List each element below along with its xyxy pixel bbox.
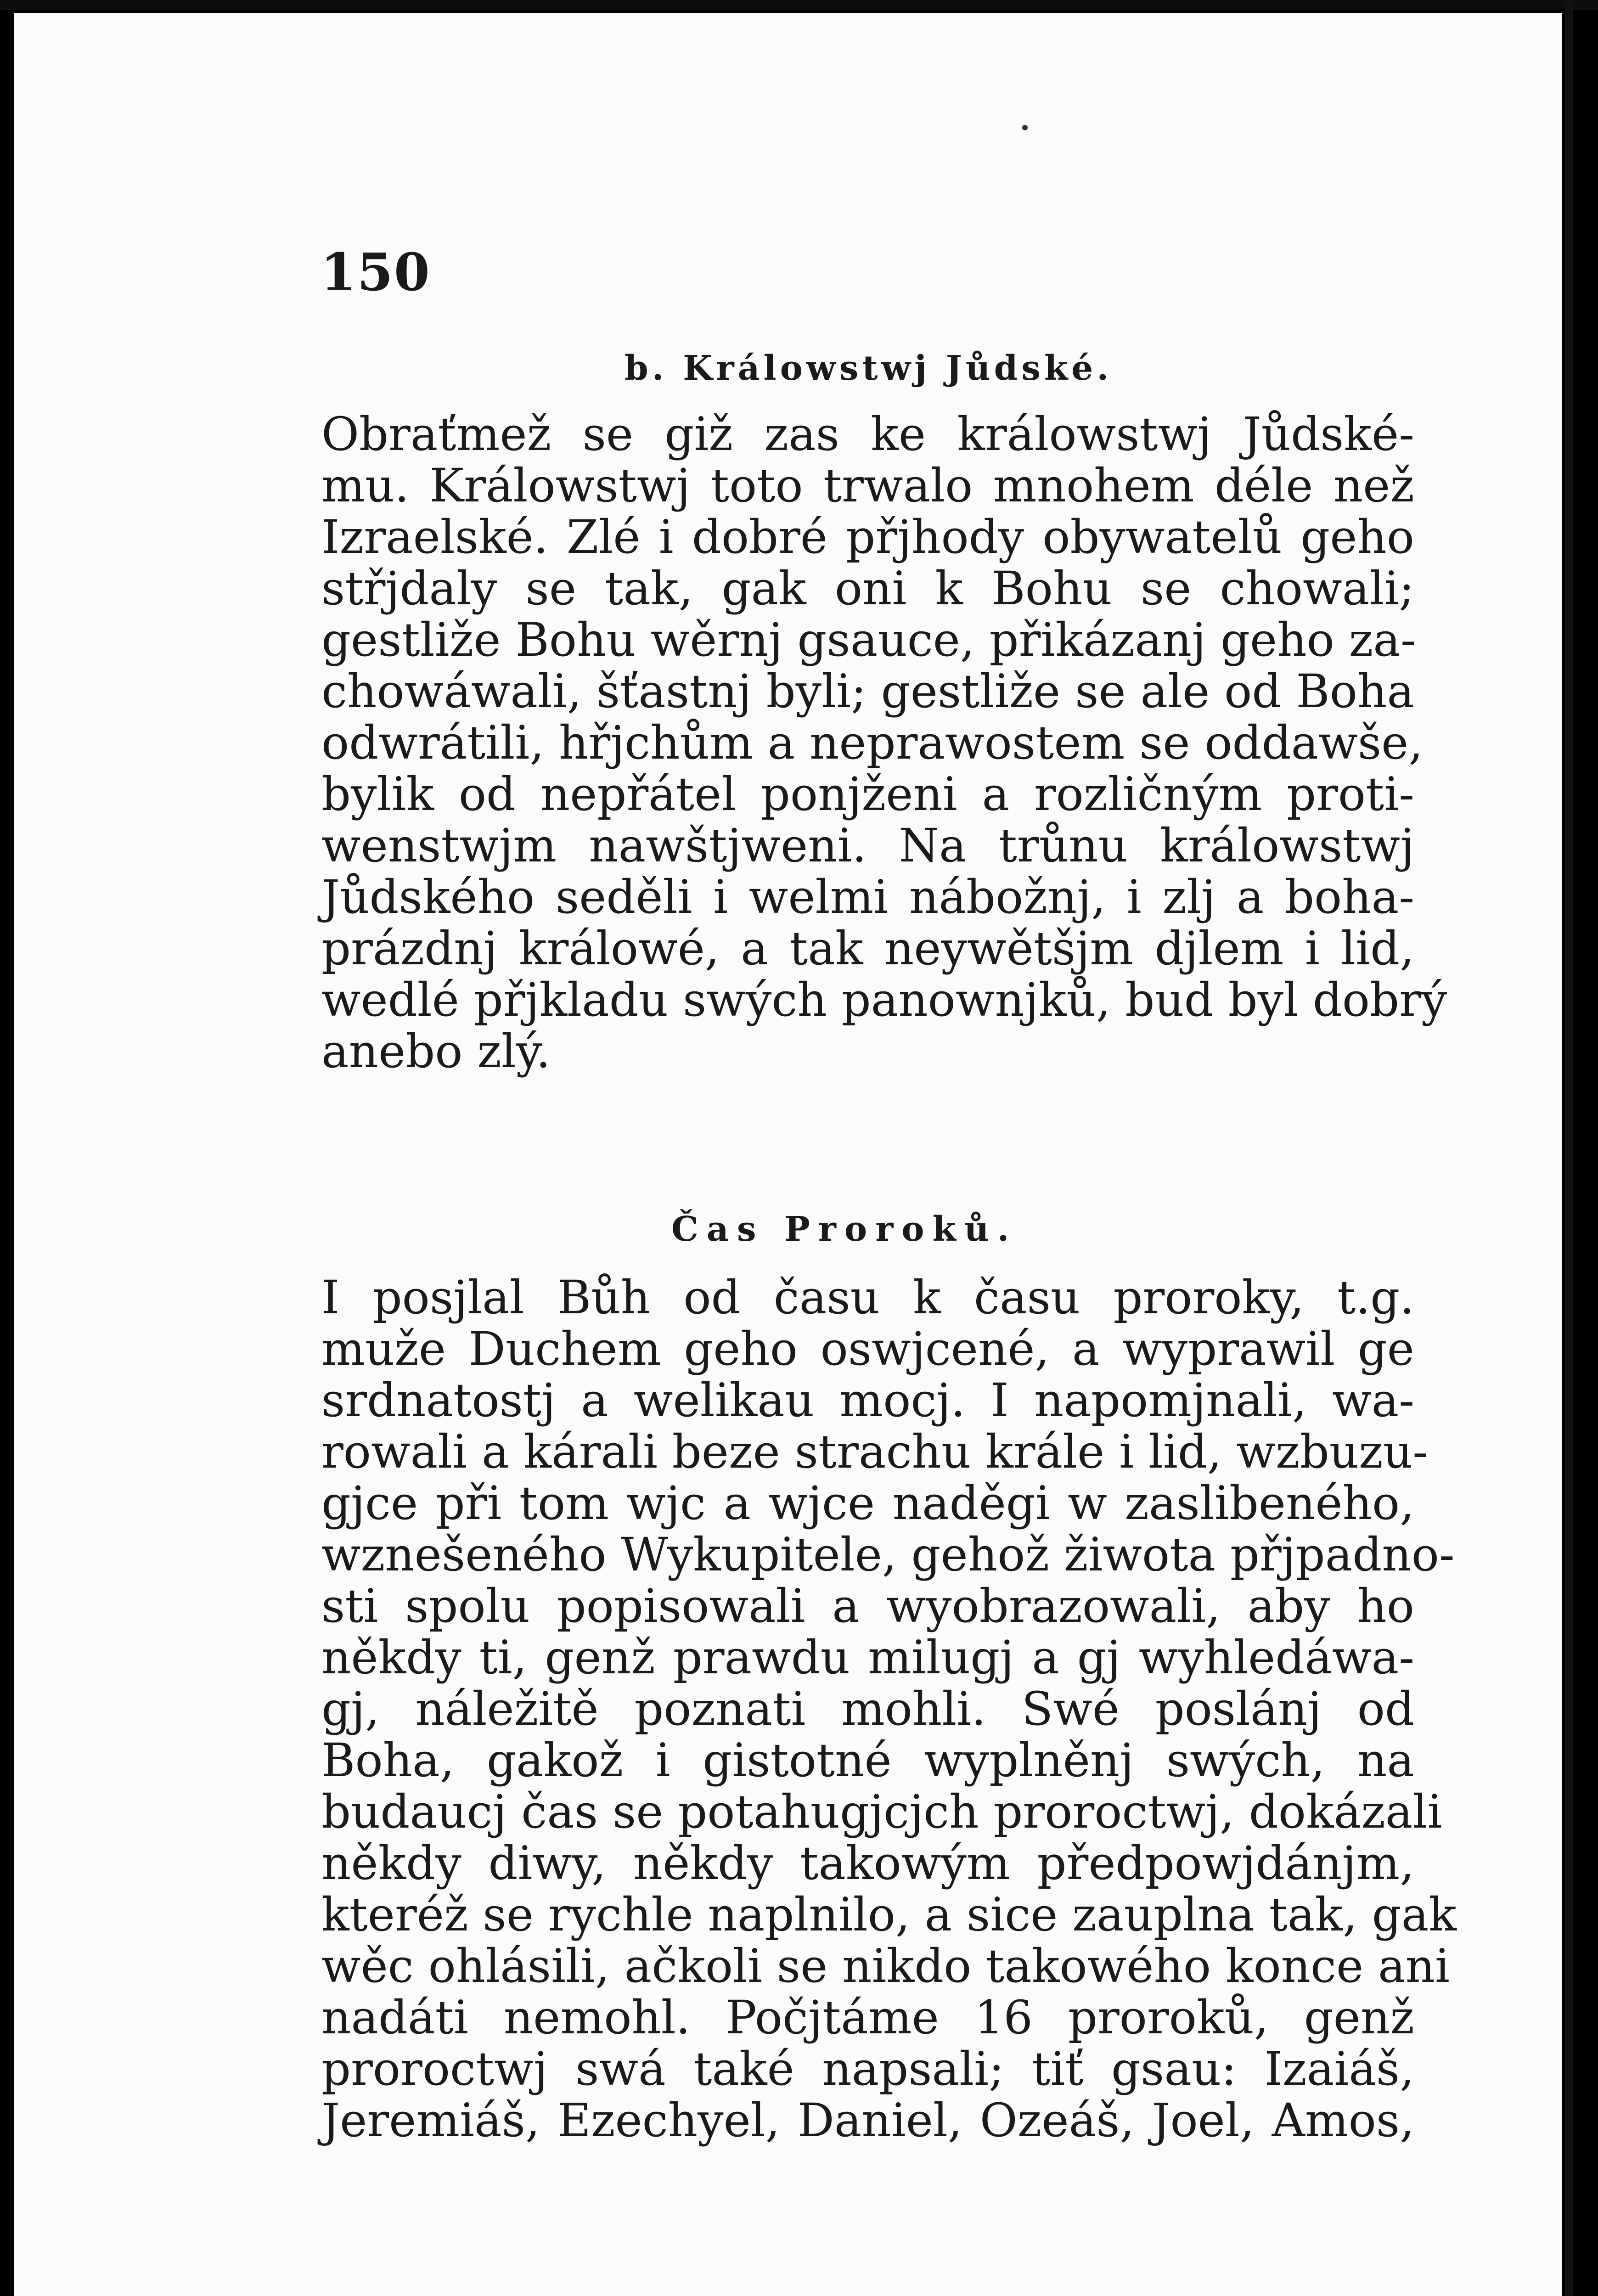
text-line: sti spolu popisowali a wyobrazowali, aby ho xyxy=(321,1579,1414,1633)
text-line: bylik od nepřátel ponjženi a rozličným proti- xyxy=(321,767,1414,821)
ink-speck xyxy=(1022,125,1028,130)
text-line: prázdnj králowé, a tak neywětšjm djlem i lid, xyxy=(321,922,1414,975)
text-line: muže Duchem geho oswjcené, a wyprawil ge xyxy=(321,1322,1414,1376)
text-line: chowáwali, šťastnj byli; gestliže se ale od Boha xyxy=(321,664,1414,718)
text-line: Jeremiáš, Ezechyel, Daniel, Ozeáš, Joel, Amos, xyxy=(321,2093,1414,2147)
text-line: srdnatostj a welikau mocj. I napomjnali, wa- xyxy=(321,1373,1414,1427)
section-heading-2: Čas Proroků. xyxy=(671,1210,1018,1249)
text-line: někdy ti, genž prawdu milugj a gj wyhledáwa- xyxy=(321,1631,1414,1684)
scan-right-border xyxy=(1565,0,1573,2296)
text-line: budaucj čas se potahugjcjch proroctwj, dokázali xyxy=(321,1785,1442,1839)
text-line: gj, náležitě poznati mohli. Swé poslánj od xyxy=(321,1682,1414,1736)
text-line: někdy diwy, někdy takowým předpowjdánjm, xyxy=(321,1836,1414,1890)
text-line: mu. Králowstwj toto trwalo mnohem déle než xyxy=(321,459,1414,512)
text-line: Obraťmež se giž zas ke králowstwj Jůdské- xyxy=(321,407,1414,461)
text-line: kteréž se rychle naplnilo, a sice zauplna tak, gak xyxy=(321,1888,1457,1941)
text-line: wenstwjm nawštjweni. Na trůnu králowstwj xyxy=(321,819,1414,872)
scan-top-border xyxy=(0,0,1598,10)
text-line: odwrátili, hřjchům a neprawostem se oddawše, xyxy=(321,716,1424,770)
text-line: proroctwj swá také napsali; tiť gsau: Izaiáš, xyxy=(321,2042,1414,2096)
paragraph-1 xyxy=(321,407,1447,1078)
text-line: rowali a kárali beze strachu krále i lid, wzbuzu- xyxy=(321,1425,1429,1479)
text-line: nadáti nemohl. Počjtáme 16 proroků, genž xyxy=(321,1991,1414,2044)
text-line: anebo zlý. xyxy=(321,1024,551,1078)
text-line: střjdaly se tak, gak oni k Bohu se chowali; xyxy=(321,562,1414,615)
text-line: gjce při tom wjc a wjce naděgi w zaslibeného, xyxy=(321,1476,1414,1530)
text-line: Izraelské. Zlé i dobré přjhody obywatelů geho xyxy=(321,510,1414,564)
paragraph-2 xyxy=(321,1271,1457,2147)
text-line: Jůdského seděli i welmi nábožnj, i zlj a boha- xyxy=(321,870,1414,924)
text-line: I posjlal Bůh od času k času proroky, t.g. xyxy=(321,1271,1414,1324)
text-line: wznešeného Wykupitele, gehož žiwota přjpadno- xyxy=(321,1528,1455,1581)
text-line: Boha, gakož i gistotné wyplněnj swých, na xyxy=(321,1733,1414,1787)
section-heading: b. Králowstwj Jůdské. xyxy=(625,349,1113,388)
text-line: wedlé přjkladu swých panownjků, bud byl dobrý xyxy=(321,973,1447,1027)
text-line: gestliže Bohu wěrnj gsauce, přikázanj geho za- xyxy=(321,613,1416,667)
page-number: 150 xyxy=(321,242,431,303)
text-line: wěc ohlásili, ačkoli se nikdo takowého konce ani xyxy=(321,1939,1450,1993)
